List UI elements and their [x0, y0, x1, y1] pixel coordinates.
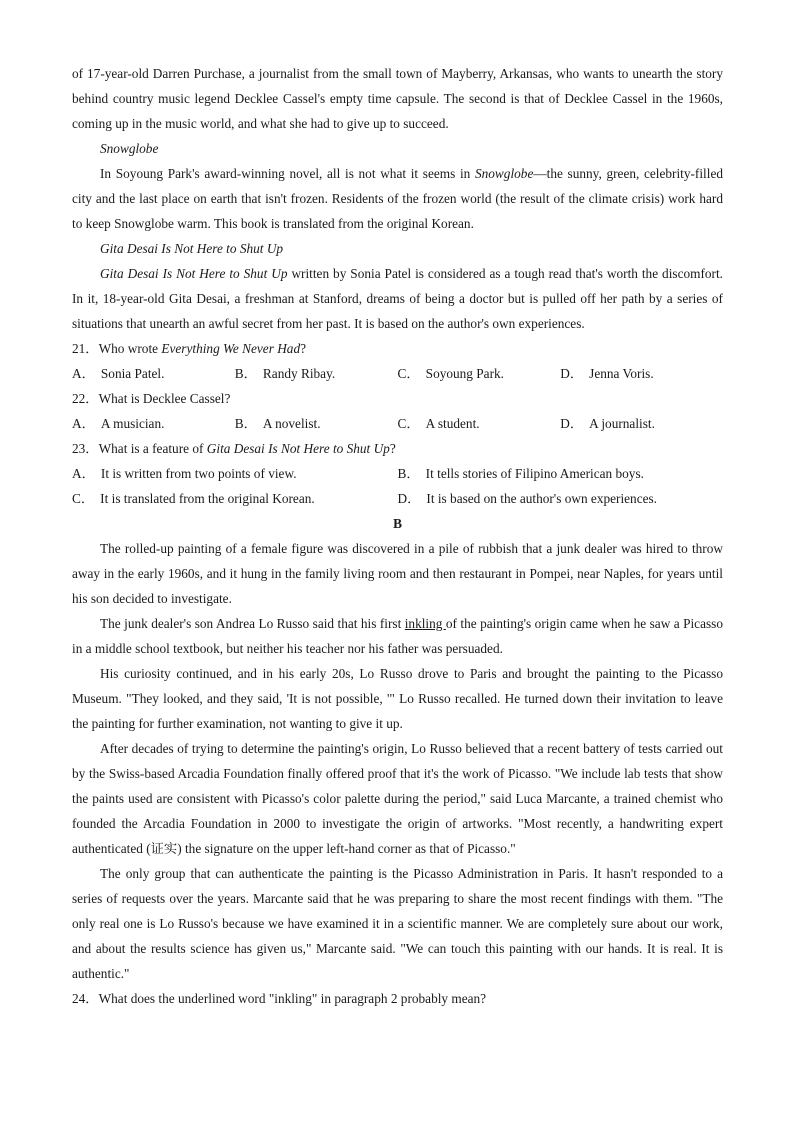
question-23-options-row2: [72, 486, 723, 511]
option-text: Jenna Voris.: [589, 366, 654, 381]
passage-b-paragraph-4: After decades of trying to determine the painting's origin, Lo Russo believed that a recent battery of tests carried out by the Swiss-based Arcadia Foundation finally offered proof that it's the work of Picasso. "We include lab tests that show the paints used are consistent with Picasso's color palette during the period," said Luca Marcante, a trained chemist who founded the Arcadia Foundation in 2000 to investigate the origin of artworks. "Most recently, a handwriting expert authenticated (证实) the signature on the upper left-hand corner as that of Picasso.": [72, 741, 723, 856]
question-23-options-row1: [72, 461, 723, 486]
option-label: C．: [72, 491, 95, 506]
desc-title-italic: Snowglobe: [474, 166, 534, 181]
option-a[interactable]: [72, 461, 398, 486]
option-label: B．: [397, 466, 420, 481]
option-a[interactable]: [72, 361, 235, 386]
option-text: It is based on the author's own experiences.: [426, 491, 657, 506]
option-d[interactable]: [560, 361, 723, 386]
option-label: C．: [397, 366, 420, 381]
question-text: ?: [389, 441, 396, 456]
desc-title-italic: Gita Desai Is Not Here to Shut Up: [100, 266, 288, 281]
option-label: D．: [560, 366, 584, 381]
question-text: What is Decklee Cassel?: [98, 391, 231, 406]
option-c[interactable]: [398, 361, 561, 386]
question-number: 23．: [72, 441, 99, 456]
option-b[interactable]: [235, 361, 398, 386]
section-heading-b: B: [393, 516, 402, 531]
paragraph-text: of the painting's origin came when he saw a Picasso in a middle school textbook, but neither his teacher nor his father was persuaded.: [72, 616, 723, 656]
desc-text: —the sunny, green, celebrity-filled city and the last place on earth that isn't frozen. Residents of the frozen world (the result of the climate crisis) work hard to keep Snowglobe warm. This book is translated from the original Korean.: [72, 166, 723, 231]
book-title-snowglobe: Snowglobe: [100, 141, 159, 156]
question-number: 21．: [72, 341, 99, 356]
option-text: Randy Ribay.: [262, 366, 336, 381]
desc-text: written by Sonia Patel is considered as a tough read that's worth the discomfort. In it, 18-year-old Gita Desai, a freshman at Stanford, dreams of being a doctor but is pulled off her path by a series of situations that unearth an awful secret from her past. It is based on the author's own experiences.: [72, 266, 723, 331]
question-23: [72, 436, 723, 461]
option-text: It tells stories of Filipino American boys.: [425, 466, 644, 481]
book-desc-snowglobe: [72, 161, 723, 236]
option-d[interactable]: [560, 411, 723, 436]
option-text: A journalist.: [589, 416, 655, 431]
desc-text: In Soyoung Park's award-winning novel, all is not what it seems in: [100, 166, 475, 181]
option-label: D．: [560, 416, 584, 431]
option-a[interactable]: [72, 411, 235, 436]
option-text: It is written from two points of view.: [100, 466, 297, 481]
option-c[interactable]: [398, 411, 561, 436]
option-text: Soyoung Park.: [425, 366, 504, 381]
question-text: What does the underlined word "inkling" in paragraph 2 probably mean?: [98, 991, 487, 1006]
option-text: A musician.: [100, 416, 165, 431]
book-desc-gita-desai: [72, 261, 723, 336]
question-21-options: [72, 361, 723, 386]
question-22-options: [72, 411, 723, 436]
underlined-word: inkling: [404, 616, 446, 631]
option-b[interactable]: [235, 411, 398, 436]
question-italic: Gita Desai Is Not Here to Shut Up: [206, 441, 390, 456]
question-number: 24．: [72, 991, 99, 1006]
option-label: C．: [397, 416, 420, 431]
passage-b-paragraph-1: The rolled-up painting of a female figure was discovered in a pile of rubbish that a junk dealer was hired to throw away in the early 1960s, and it hung in the family living room and then restaurant in Pompei, near Naples, for years until his son decided to investigate.: [72, 541, 723, 606]
exam-page: [72, 61, 723, 1011]
option-text: It is translated from the original Korean.: [100, 491, 315, 506]
option-label: B．: [234, 416, 257, 431]
question-italic: Everything We Never Had: [161, 341, 301, 356]
question-24: [72, 986, 723, 1011]
question-text: Who wrote: [98, 341, 162, 356]
passage-b-paragraph-2: [72, 611, 723, 661]
question-21: [72, 336, 723, 361]
option-label: A．: [72, 466, 95, 481]
option-text: A novelist.: [262, 416, 321, 431]
question-text: ?: [300, 341, 306, 356]
question-text: What is a feature of: [98, 441, 207, 456]
book-title-gita-desai: Gita Desai Is Not Here to Shut Up: [100, 241, 284, 256]
option-label: A．: [72, 366, 95, 381]
passage-b-paragraph-5: The only group that can authenticate the painting is the Picasso Administration in Paris. It hasn't responded to a series of requests over the years. Marcante said that he was preparing to share the most recent findings with them. "The only real one is Lo Russo's because we have examined it in a scientific manner. We are completely sure about our work, and about the results science has given us," Marcante said. "We can touch this painting with our hands. It is real. It is authentic.": [72, 866, 723, 981]
passage-a-intro: of 17-year-old Darren Purchase, a journalist from the small town of Mayberry, Arkansas, who wants to unearth the story behind country music legend Decklee Cassel's empty time capsule. The second is that of Decklee Cassel in the 1960s, coming up in the music world, and what she had to give up to succeed.: [72, 66, 723, 131]
option-b[interactable]: [398, 461, 724, 486]
question-22: [72, 386, 723, 411]
option-c[interactable]: [72, 486, 398, 511]
passage-b-paragraph-3: His curiosity continued, and in his early 20s, Lo Russo drove to Paris and brought the painting to the Picasso Museum. "They looked, and they said, 'It is not possible, '" Lo Russo recalled. He turned down their invitation to leave the painting for further examination, not wanting to give it up.: [72, 666, 723, 731]
paragraph-text: The junk dealer's son Andrea Lo Russo said that his first: [100, 616, 405, 631]
option-d[interactable]: [398, 486, 724, 511]
option-label: D．: [397, 491, 421, 506]
question-number: 22．: [72, 391, 99, 406]
option-text: A student.: [425, 416, 480, 431]
option-label: A．: [72, 416, 95, 431]
option-text: Sonia Patel.: [100, 366, 165, 381]
option-label: B．: [234, 366, 257, 381]
